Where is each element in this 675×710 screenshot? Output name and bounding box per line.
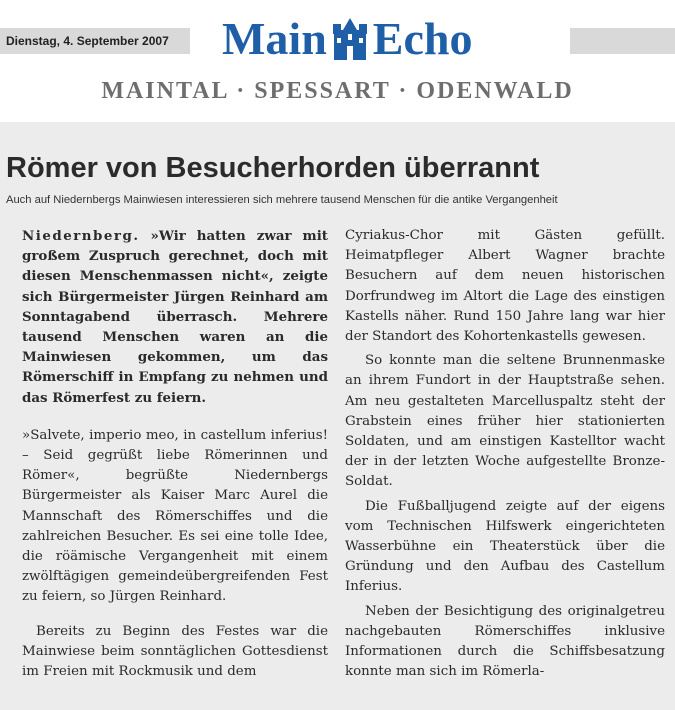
article-headline: Römer von Besucherhorden überrannt: [6, 152, 540, 184]
body-paragraph: »Salvete, imperio meo, in castellum inferius! – Seid gegrüßt liebe Römerinnen und Römer«, begrüßte Niedernbergs Bürgermeister als Kaiser Marc Aurel die Mannschaft des Römerschiffes und die zahlreichen Besucher. Es sei eine tolle Idee, die röämische Vergangenheit mit einem zwölftägigen gemeindeübergreifenden Fest zu feiern, so Jürgen Reinhard.: [22, 427, 328, 605]
masthead: [0, 0, 675, 122]
dateline: Niedernberg.: [22, 228, 140, 244]
body-paragraph: Die Fußballjugend zeigte auf der eigens vom Technischen Hilfswerk eingerichteten Wasserbühne ein Theaterstück über die Gründung und den Aufbau des Castellum Inferius.: [345, 498, 665, 595]
body-paragraph: Neben der Besichtigung des originalgetreu nachgebauten Römerschiffes inklusive Informationen durch die Schiffsbesatzung konnte man sich im Römerla-: [345, 603, 665, 680]
newspaper-logo: [222, 12, 472, 66]
logo-word-echo: Echo: [372, 13, 473, 64]
masthead-right-bar: [570, 28, 675, 54]
article: [0, 122, 675, 710]
article-column-right: [345, 226, 665, 682]
region-line: MAINTAL · SPESSART · ODENWALD: [101, 78, 574, 104]
lead-paragraph: [22, 226, 328, 408]
body-paragraph: Bereits zu Beginn des Festes war die Mainwiese beim sonntäglichen Gottesdienst im Freien mit Rockmusik und dem: [22, 623, 328, 680]
body-paragraph: So konnte man die seltene Brunnenmaske an ihrem Fundort in der Hauptstraße sehen. Am neu gestalteten Marcelluspaltz steht der Grabstein eines früher hier stationierten Soldaten, und am einstigen Kastelltor wacht der in der letzten Woche aufgestellte Bronze-Soldat.: [345, 353, 665, 490]
article-column-left: [22, 226, 328, 682]
lead-text: »Wir hatten zwar mit großem Zuspruch gerechnet, doch mit diesen Menschenmassen nicht«, zeigte sich Bürgermeister Jürgen Reinhard am Sonntagabend überrasch. Mehrere tausend Menschen waren an die Mainwiesen gekommen, um das Römerschiff in Empfang zu nehmen und das Römerfest zu feiern.: [22, 228, 328, 406]
castle-emblem-icon: [331, 16, 369, 62]
body-paragraph: Cyriakus-Chor mit Gästen gefüllt. Heimatpfleger Albert Wagner brachte Besuchern auf dem neuen historischen Dorfrundweg im Altort die Lage des einstigen Kastells näher. Rund 150 Jahre lang war hier der Standort des Kohortenkastells gewesen.: [345, 228, 665, 345]
issue-date: Dienstag, 4. September 2007: [0, 28, 190, 54]
article-subheadline: Auch auf Niedernbergs Mainwiesen interessieren sich mehrere tausend Menschen für die antike Vergangenheit: [6, 194, 558, 206]
logo-word-main: Main: [222, 13, 327, 64]
